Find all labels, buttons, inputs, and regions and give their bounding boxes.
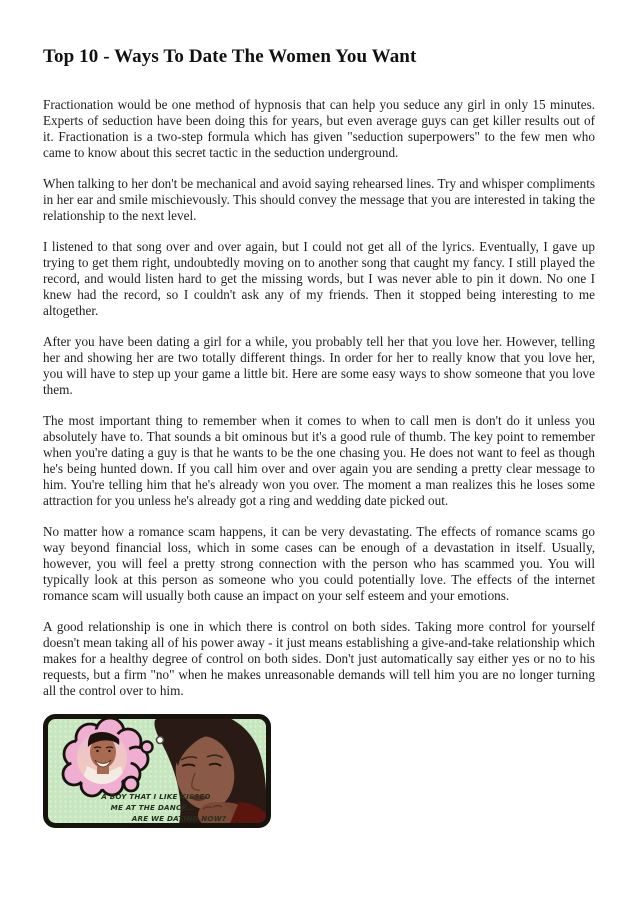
paragraph: I listened to that song over and over again, but I could not get all of the lyrics. Eventually, I gave up trying to get them right, undoubtedly moving on to another song that caught my fancy. I still played the record, and would listen hard to get the missing words, but I was never able to pin it down. No one I knew had the record, so I couldn't ask any of my friends. Then it stopped being interesting to me altogether. [43,239,595,318]
paragraph: When talking to her don't be mechanical and avoid saying rehearsed lines. Try and whisper compliments in her ear and smile mischievously. This should convey the message that you are interested in taking the relationship to the next level. [43,176,595,223]
bubble-trail-large [142,742,153,753]
caption-line-3: ARE WE DATING NOW? [131,814,227,823]
caption-line-2: ME AT THE DANCE... [110,803,196,812]
man-eye [108,750,110,752]
man-eye [96,750,98,752]
paragraph: No matter how a romance scam happens, it can be very devastating. The effects of romance scams go way beyond financial loss, which in some cases can be enough of a devastation in itself. Usually, however, you will feel a pretty strong connection with the person who has scammed you. You will typically look at this person as someone who you could potentially love. The effects of the internet romance scam will usually both cause an impact on your self esteem and your emotions. [43,524,595,603]
paragraph: A good relationship is one in which there is control on both sides. Taking more control for yourself doesn't mean taking all of his power away - it just means establishing a give-and-take relationship which makes for a healthy degree of control on both sides. Don't just automatically say either yes or no to his requests, but a firm "no" when he makes unreasonable demands will tell him you are no longer turning all the control over to him. [43,619,595,698]
page-title: Top 10 - Ways To Date The Women You Want [43,46,417,67]
paragraph: After you have been dating a girl for a while, you probably tell her that you love her. However, telling her and showing her are two totally different things. In order for her to really know that you love her, you will have to step up your game a little bit. Here are some easy ways to show someone that you love them. [43,334,595,397]
caption-line-1: A BOY THAT I LIKE KISSED [101,792,211,801]
paragraph: The most important thing to remember when it comes to when to call men is don't do it unless you absolutely have to. That sounds a bit ominous but it's a good rule of thumb. The key point to remember when you're dating a guy is that he wants to be the one chasing you. He does not want to feel as though he's being hunted down. If you call him over and over again you are sending a pretty clear message to him. You're telling him that he's already won you over. The moment a man realizes this he loses some attraction for you unless he's already got a ring and wedding date picked out. [43,413,595,508]
bubble-trail-small [157,737,164,744]
paragraph: Fractionation would be one method of hypnosis that can help you seduce any girl in only 15 minutes. Experts of seduction have been doing this for years, but even average guys can get killer results out of it. Fractionation is a two-step formula which has given "seduction superpowers" to the few men who came to know about this secret tactic in the seduction underground. [43,97,595,160]
cartoon-illustration [43,714,271,828]
thought-bubble-cartoon-image [43,714,271,828]
